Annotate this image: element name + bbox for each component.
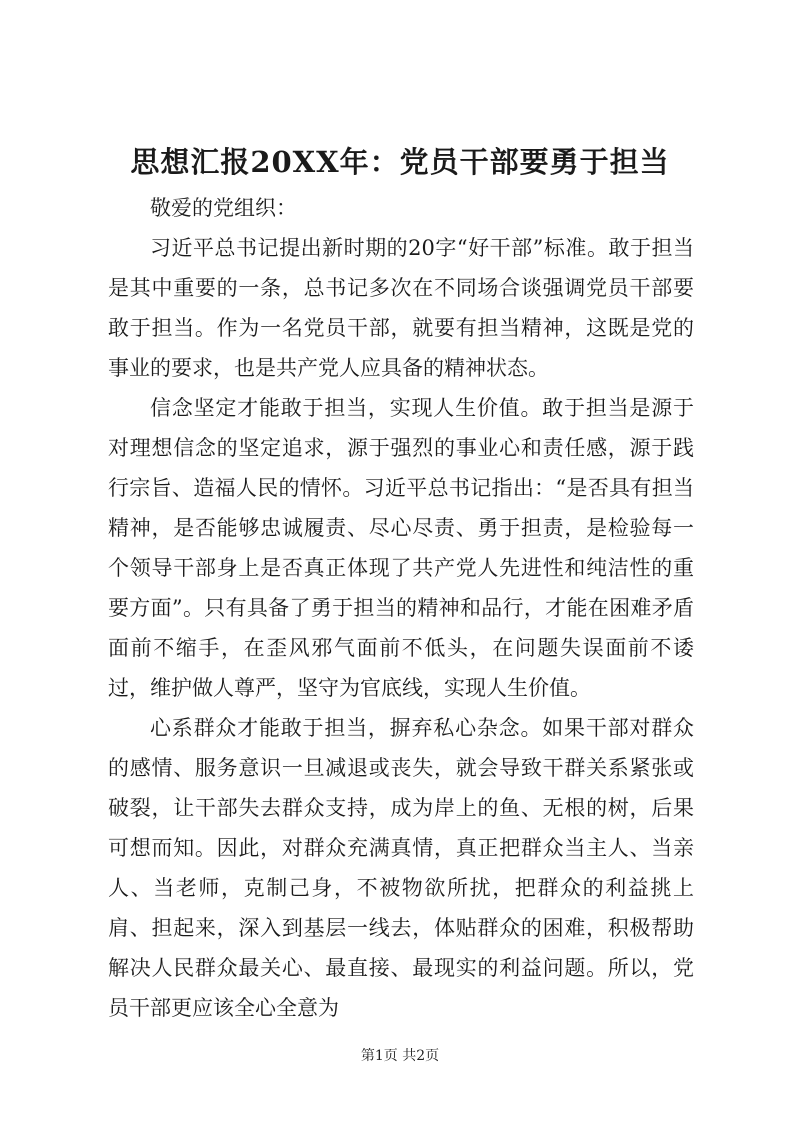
salutation: 敬爱的党组织： [150,196,297,220]
page-footer: 第1页 共2页 [360,1048,440,1064]
paragraph-1: 习近平总书记提出新时期的20字“好干部”标准。敢于担当是其中重要的一条，总书记多次在不同场合谈强调党员干部要敢于担当。作为一名党员干部，就要有担当精神，这既是党的事业的要求，也是共产党人应具备的精神状态。 [108,236,694,380]
paragraph-3: 心系群众才能敢于担当，摒弃私心杂念。如果干部对群众的感情、服务意识一旦减退或丧失，就会导致干群关系紧张或破裂，让干部失去群众支持，成为岸上的鱼、无根的树，后果可想而知。因此，对群众充满真情，真正把群众当主人、当亲人、当老师，克制己身，不被物欲所扰，把群众的利益挑上肩、担起来，深入到基层一线去，体贴群众的困难，积极帮助解决人民群众最关心、最直接、最现实的利益问题。所以，党员干部更应该全心全意为 [108,716,694,1020]
paragraph-2: 信念坚定才能敢于担当，实现人生价值。敢于担当是源于对理想信念的坚定追求，源于强烈的事业心和责任感，源于践行宗旨、造福人民的情怀。习近平总书记指出：“是否具有担当精神，是否能够忠诚履责、尽心尽责、勇于担责，是检验每一个领导干部身上是否真正体现了共产党人先进性和纯洁性的重要方面”。只有具备了勇于担当的精神和品行，才能在困难矛盾面前不缩手，在歪风邪气面前不低头，在问题失误面前不诿过，维护做人尊严，坚守为官底线，实现人生价值。 [108,396,694,700]
document-body [108,188,694,1028]
document-title: 思想汇报20XX年：党员干部要勇于担当 [130,145,670,179]
